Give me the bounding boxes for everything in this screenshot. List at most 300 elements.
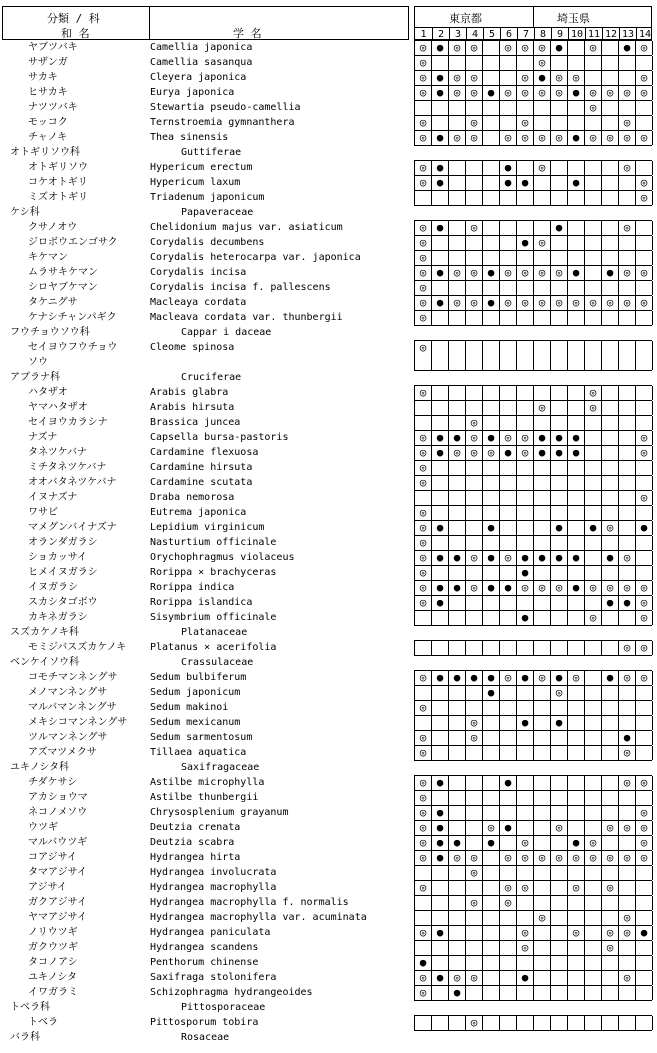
double-circle-mark: ◎ (636, 851, 653, 865)
grid-row (415, 596, 652, 611)
species-row (0, 925, 410, 940)
grid-block (414, 340, 652, 371)
grid-cell (636, 416, 653, 430)
filled-circle-mark: ● (432, 71, 449, 85)
double-circle-mark: ◎ (517, 836, 534, 850)
species-row (0, 430, 410, 445)
grid-cell (619, 101, 636, 115)
scientific-name: Corydalis decumbens (150, 237, 265, 248)
filled-circle-mark: ● (517, 236, 534, 250)
double-circle-mark: ◎ (415, 536, 432, 550)
japanese-name: ショカッサイ (28, 552, 87, 563)
grid-cell (466, 236, 483, 250)
grid-cell (500, 911, 517, 925)
double-circle-mark: ◎ (636, 611, 653, 625)
grid-cell (483, 986, 500, 1000)
grid-cell (500, 386, 517, 400)
grid-cell (619, 431, 636, 445)
grid-row (415, 236, 652, 251)
double-circle-mark: ◎ (466, 971, 483, 985)
family-scientific-name: Pittosporaceae (181, 1002, 266, 1013)
grid-cell (483, 41, 500, 55)
grid-cell (619, 701, 636, 715)
species-row (0, 490, 410, 505)
family-row (0, 760, 410, 775)
grid-cell (534, 941, 551, 955)
grid-cell (517, 401, 534, 415)
grid-cell (449, 641, 466, 655)
species-row (0, 850, 410, 865)
grid-cell (602, 71, 619, 85)
filled-circle-mark: ● (517, 551, 534, 565)
grid-cell (636, 956, 653, 970)
double-circle-mark: ◎ (415, 731, 432, 745)
grid-cell (568, 386, 585, 400)
species-row (0, 715, 410, 730)
grid-cell (432, 191, 449, 205)
grid-cell (619, 281, 636, 295)
grid-cell (602, 731, 619, 745)
double-circle-mark: ◎ (585, 296, 602, 310)
grid-cell (585, 911, 602, 925)
grid-cell (585, 221, 602, 235)
filled-circle-mark: ● (500, 161, 517, 175)
scientific-name: Cardamine scutata (150, 477, 253, 488)
grid-cell (568, 236, 585, 250)
filled-circle-mark: ● (517, 611, 534, 625)
filled-circle-mark: ● (568, 446, 585, 460)
filled-circle-mark: ● (432, 926, 449, 940)
japanese-name: タマアジサイ (28, 867, 87, 878)
site-number-4: 4 (466, 28, 483, 41)
grid-cell (517, 386, 534, 400)
japanese-name: ガクアジサイ (28, 897, 87, 908)
double-circle-mark: ◎ (415, 776, 432, 790)
grid-cell (551, 896, 568, 910)
species-row (0, 115, 410, 130)
grid-cell (636, 731, 653, 745)
grid-cell (517, 161, 534, 175)
grid-cell (619, 251, 636, 265)
grid-cell (517, 506, 534, 520)
double-circle-mark: ◎ (585, 836, 602, 850)
double-circle-mark: ◎ (415, 86, 432, 100)
grid-cell (432, 251, 449, 265)
grid-cell (466, 821, 483, 835)
filled-circle-mark: ● (432, 851, 449, 865)
double-circle-mark: ◎ (500, 671, 517, 685)
grid-cell (517, 641, 534, 655)
japanese-name: セイヨウフウチョウ (28, 342, 118, 353)
grid-cell (483, 866, 500, 880)
grid-cell (534, 926, 551, 940)
family-row (0, 655, 410, 670)
double-circle-mark: ◎ (466, 221, 483, 235)
grid-cell (602, 956, 619, 970)
grid-cell (500, 686, 517, 700)
grid-cell (568, 686, 585, 700)
grid-cell (415, 716, 432, 730)
double-circle-mark: ◎ (534, 266, 551, 280)
grid-row (415, 986, 652, 1001)
family-name: ケシ科 (10, 207, 40, 218)
grid-cell (534, 701, 551, 715)
grid-cell (432, 701, 449, 715)
grid-cell (449, 386, 466, 400)
scientific-name: Macleava cordata var. thunbergii (150, 312, 343, 323)
grid-row (415, 221, 652, 236)
grid-cell (500, 56, 517, 70)
grid-cell (602, 566, 619, 580)
grid-cell (585, 986, 602, 1000)
grid-row (415, 341, 652, 371)
japanese-name: コケオトギリ (28, 177, 88, 188)
grid-cell (551, 731, 568, 745)
filled-circle-mark: ● (483, 86, 500, 100)
grid-cell (534, 176, 551, 190)
grid-cell (602, 641, 619, 655)
grid-cell (466, 806, 483, 820)
filled-circle-mark: ● (449, 581, 466, 595)
species-row (0, 100, 410, 115)
filled-circle-mark: ● (432, 176, 449, 190)
grid-cell (551, 506, 568, 520)
grid-cell (534, 986, 551, 1000)
grid-cell (500, 926, 517, 940)
double-circle-mark: ◎ (500, 551, 517, 565)
scientific-name: Schizophragma hydrangeoides (150, 987, 313, 998)
grid-block (414, 670, 652, 761)
scientific-name: Sedum sarmentosum (150, 732, 253, 743)
grid-cell (585, 341, 602, 370)
species-row (0, 580, 410, 595)
grid-cell (449, 461, 466, 475)
grid-cell (568, 116, 585, 130)
family-name: ユキノシタ科 (10, 762, 69, 773)
grid-cell (619, 1016, 636, 1030)
grid-cell (568, 776, 585, 790)
species-row (0, 70, 410, 85)
grid-cell (517, 596, 534, 610)
grid-cell (602, 416, 619, 430)
japanese-name: ヒサカキ (28, 87, 68, 98)
double-circle-mark: ◎ (466, 446, 483, 460)
grid-cell (534, 686, 551, 700)
grid-cell (568, 701, 585, 715)
scientific-name: Lepidium virginicum (150, 522, 265, 533)
grid-cell (500, 596, 517, 610)
header-classification: 分類 / 科 (47, 12, 100, 25)
double-circle-mark: ◎ (602, 926, 619, 940)
grid-cell (415, 491, 432, 505)
grid-cell (636, 536, 653, 550)
filled-circle-mark: ● (517, 971, 534, 985)
grid-cell (619, 956, 636, 970)
double-circle-mark: ◎ (636, 776, 653, 790)
double-circle-mark: ◎ (619, 641, 636, 655)
grid-row (415, 461, 652, 476)
grid-cell (636, 221, 653, 235)
grid-cell (432, 236, 449, 250)
grid-cell (602, 986, 619, 1000)
double-circle-mark: ◎ (415, 116, 432, 130)
family-name: アブラナ科 (10, 372, 60, 383)
grid-cell (585, 491, 602, 505)
double-circle-mark: ◎ (636, 431, 653, 445)
grid-cell (636, 116, 653, 130)
japanese-name: イヌナズナ (28, 492, 78, 503)
grid-cell (449, 731, 466, 745)
filled-circle-mark: ● (483, 686, 500, 700)
grid-cell (466, 521, 483, 535)
grid-row (415, 956, 652, 971)
grid-cell (483, 536, 500, 550)
grid-cell (534, 101, 551, 115)
double-circle-mark: ◎ (415, 506, 432, 520)
grid-cell (517, 686, 534, 700)
japanese-name: キケマン (28, 252, 68, 263)
grid-cell (551, 596, 568, 610)
site-number-13: 13 (619, 28, 636, 41)
grid-cell (568, 461, 585, 475)
grid-cell (585, 266, 602, 280)
japanese-name: タコノアシ (28, 957, 78, 968)
double-circle-mark: ◎ (415, 176, 432, 190)
double-circle-mark: ◎ (466, 1016, 483, 1030)
grid-cell (619, 476, 636, 490)
grid-cell (619, 806, 636, 820)
scientific-name: Sisymbrium officinale (150, 612, 277, 623)
filled-circle-mark: ● (568, 176, 585, 190)
grid-cell (449, 866, 466, 880)
double-circle-mark: ◎ (585, 581, 602, 595)
grid-cell (449, 611, 466, 625)
grid-cell (636, 971, 653, 985)
japanese-name: モッコク (28, 117, 68, 128)
double-circle-mark: ◎ (415, 566, 432, 580)
grid-cell (585, 71, 602, 85)
grid-cell (449, 791, 466, 805)
japanese-name: ソウ (28, 357, 48, 368)
grid-cell (432, 506, 449, 520)
grid-cell (551, 956, 568, 970)
grid-cell (551, 281, 568, 295)
grid-cell (551, 746, 568, 760)
grid-cell (636, 506, 653, 520)
filled-circle-mark: ● (517, 176, 534, 190)
japanese-name: ヤブツバキ (28, 42, 78, 53)
filled-circle-mark: ● (432, 521, 449, 535)
site-number-row (415, 27, 651, 41)
japanese-name: オトギリソウ (28, 162, 88, 173)
grid-cell (500, 791, 517, 805)
double-circle-mark: ◎ (415, 311, 432, 325)
japanese-name: マルバマンネングサ (28, 702, 117, 713)
grid-row (415, 686, 652, 701)
grid-cell (602, 221, 619, 235)
double-circle-mark: ◎ (500, 896, 517, 910)
grid-cell (517, 476, 534, 490)
grid-cell (585, 251, 602, 265)
grid-cell (619, 836, 636, 850)
filled-circle-mark: ● (534, 71, 551, 85)
grid-cell (619, 506, 636, 520)
species-row (0, 670, 410, 685)
double-circle-mark: ◎ (517, 941, 534, 955)
grid-cell (568, 416, 585, 430)
grid-row (415, 611, 652, 626)
filled-circle-mark: ● (568, 581, 585, 595)
grid-cell (585, 701, 602, 715)
double-circle-mark: ◎ (602, 821, 619, 835)
grid-cell (551, 491, 568, 505)
species-row (0, 1015, 410, 1030)
grid-cell (483, 926, 500, 940)
grid-cell (602, 536, 619, 550)
grid-row (415, 791, 652, 806)
grid-cell (466, 641, 483, 655)
grid-cell (551, 941, 568, 955)
double-circle-mark: ◎ (449, 71, 466, 85)
double-circle-mark: ◎ (636, 41, 653, 55)
species-row (0, 640, 410, 655)
double-circle-mark: ◎ (517, 131, 534, 145)
grid-row (415, 266, 652, 281)
grid-cell (449, 236, 466, 250)
left-header (2, 6, 409, 40)
species-row (0, 265, 410, 280)
grid-cell (449, 911, 466, 925)
double-circle-mark: ◎ (636, 581, 653, 595)
grid-cell (483, 806, 500, 820)
filled-circle-mark: ● (534, 446, 551, 460)
grid-row (415, 446, 652, 461)
grid-cell (551, 101, 568, 115)
double-circle-mark: ◎ (415, 671, 432, 685)
grid-cell (636, 251, 653, 265)
double-circle-mark: ◎ (449, 266, 466, 280)
grid-cell (415, 911, 432, 925)
grid-cell (602, 311, 619, 325)
grid-cell (415, 611, 432, 625)
grid-cell (636, 566, 653, 580)
scientific-name: Stewartia pseudo-camellia (150, 102, 301, 113)
species-row (0, 610, 410, 625)
species-row (0, 355, 410, 370)
grid-cell (517, 866, 534, 880)
grid-cell (500, 416, 517, 430)
grid-cell (585, 311, 602, 325)
grid-cell (568, 221, 585, 235)
grid-cell (432, 881, 449, 895)
grid-cell (602, 161, 619, 175)
filled-circle-mark: ● (483, 671, 500, 685)
filled-circle-mark: ● (449, 551, 466, 565)
grid-cell (568, 521, 585, 535)
grid-cell (534, 971, 551, 985)
grid-cell (585, 176, 602, 190)
grid-cell (585, 731, 602, 745)
grid-cell (534, 416, 551, 430)
grid-cell (585, 791, 602, 805)
double-circle-mark: ◎ (534, 161, 551, 175)
grid-cell (517, 341, 534, 370)
filled-circle-mark: ● (636, 926, 653, 940)
grid-cell (602, 506, 619, 520)
grid-cell (636, 401, 653, 415)
grid-cell (500, 281, 517, 295)
grid-cell (432, 641, 449, 655)
grid-cell (602, 491, 619, 505)
japanese-name: カキネガラシ (28, 612, 88, 623)
grid-cell (483, 476, 500, 490)
species-row (0, 460, 410, 475)
grid-cell (415, 101, 432, 115)
grid-cell (636, 341, 653, 370)
filled-circle-mark: ● (483, 431, 500, 445)
double-circle-mark: ◎ (619, 776, 636, 790)
grid-cell (636, 686, 653, 700)
grid-row (415, 41, 652, 56)
grid-cell (500, 866, 517, 880)
grid-cell (483, 746, 500, 760)
grid-cell (568, 281, 585, 295)
double-circle-mark: ◎ (585, 851, 602, 865)
species-row (0, 385, 410, 400)
grid-cell (466, 536, 483, 550)
grid-cell (585, 716, 602, 730)
grid-cell (568, 746, 585, 760)
grid-cell (636, 941, 653, 955)
double-circle-mark: ◎ (449, 41, 466, 55)
grid-cell (432, 956, 449, 970)
species-row (0, 550, 410, 565)
grid-cell (466, 191, 483, 205)
grid-cell (466, 596, 483, 610)
double-circle-mark: ◎ (619, 926, 636, 940)
grid-cell (432, 986, 449, 1000)
double-circle-mark: ◎ (517, 86, 534, 100)
double-circle-mark: ◎ (500, 86, 517, 100)
double-circle-mark: ◎ (585, 386, 602, 400)
grid-cell (619, 416, 636, 430)
grid-cell (619, 686, 636, 700)
grid-row (415, 911, 652, 926)
double-circle-mark: ◎ (534, 86, 551, 100)
family-scientific-name: Guttiferae (181, 147, 242, 158)
grid-cell (466, 566, 483, 580)
double-circle-mark: ◎ (534, 41, 551, 55)
species-row (0, 160, 410, 175)
scientific-name: Deutzia scabra (150, 837, 235, 848)
grid-cell (602, 191, 619, 205)
double-circle-mark: ◎ (415, 266, 432, 280)
grid-cell (636, 716, 653, 730)
grid-cell (449, 416, 466, 430)
double-circle-mark: ◎ (466, 866, 483, 880)
header-divider (149, 7, 150, 39)
filled-circle-mark: ● (432, 971, 449, 985)
species-row (0, 865, 410, 880)
grid-cell (500, 311, 517, 325)
grid-cell (551, 386, 568, 400)
species-row (0, 400, 410, 415)
grid-cell (483, 236, 500, 250)
grid-cell (619, 941, 636, 955)
grid-cell (636, 386, 653, 400)
grid-cell (585, 191, 602, 205)
scientific-name: Sedum makinoi (150, 702, 229, 713)
